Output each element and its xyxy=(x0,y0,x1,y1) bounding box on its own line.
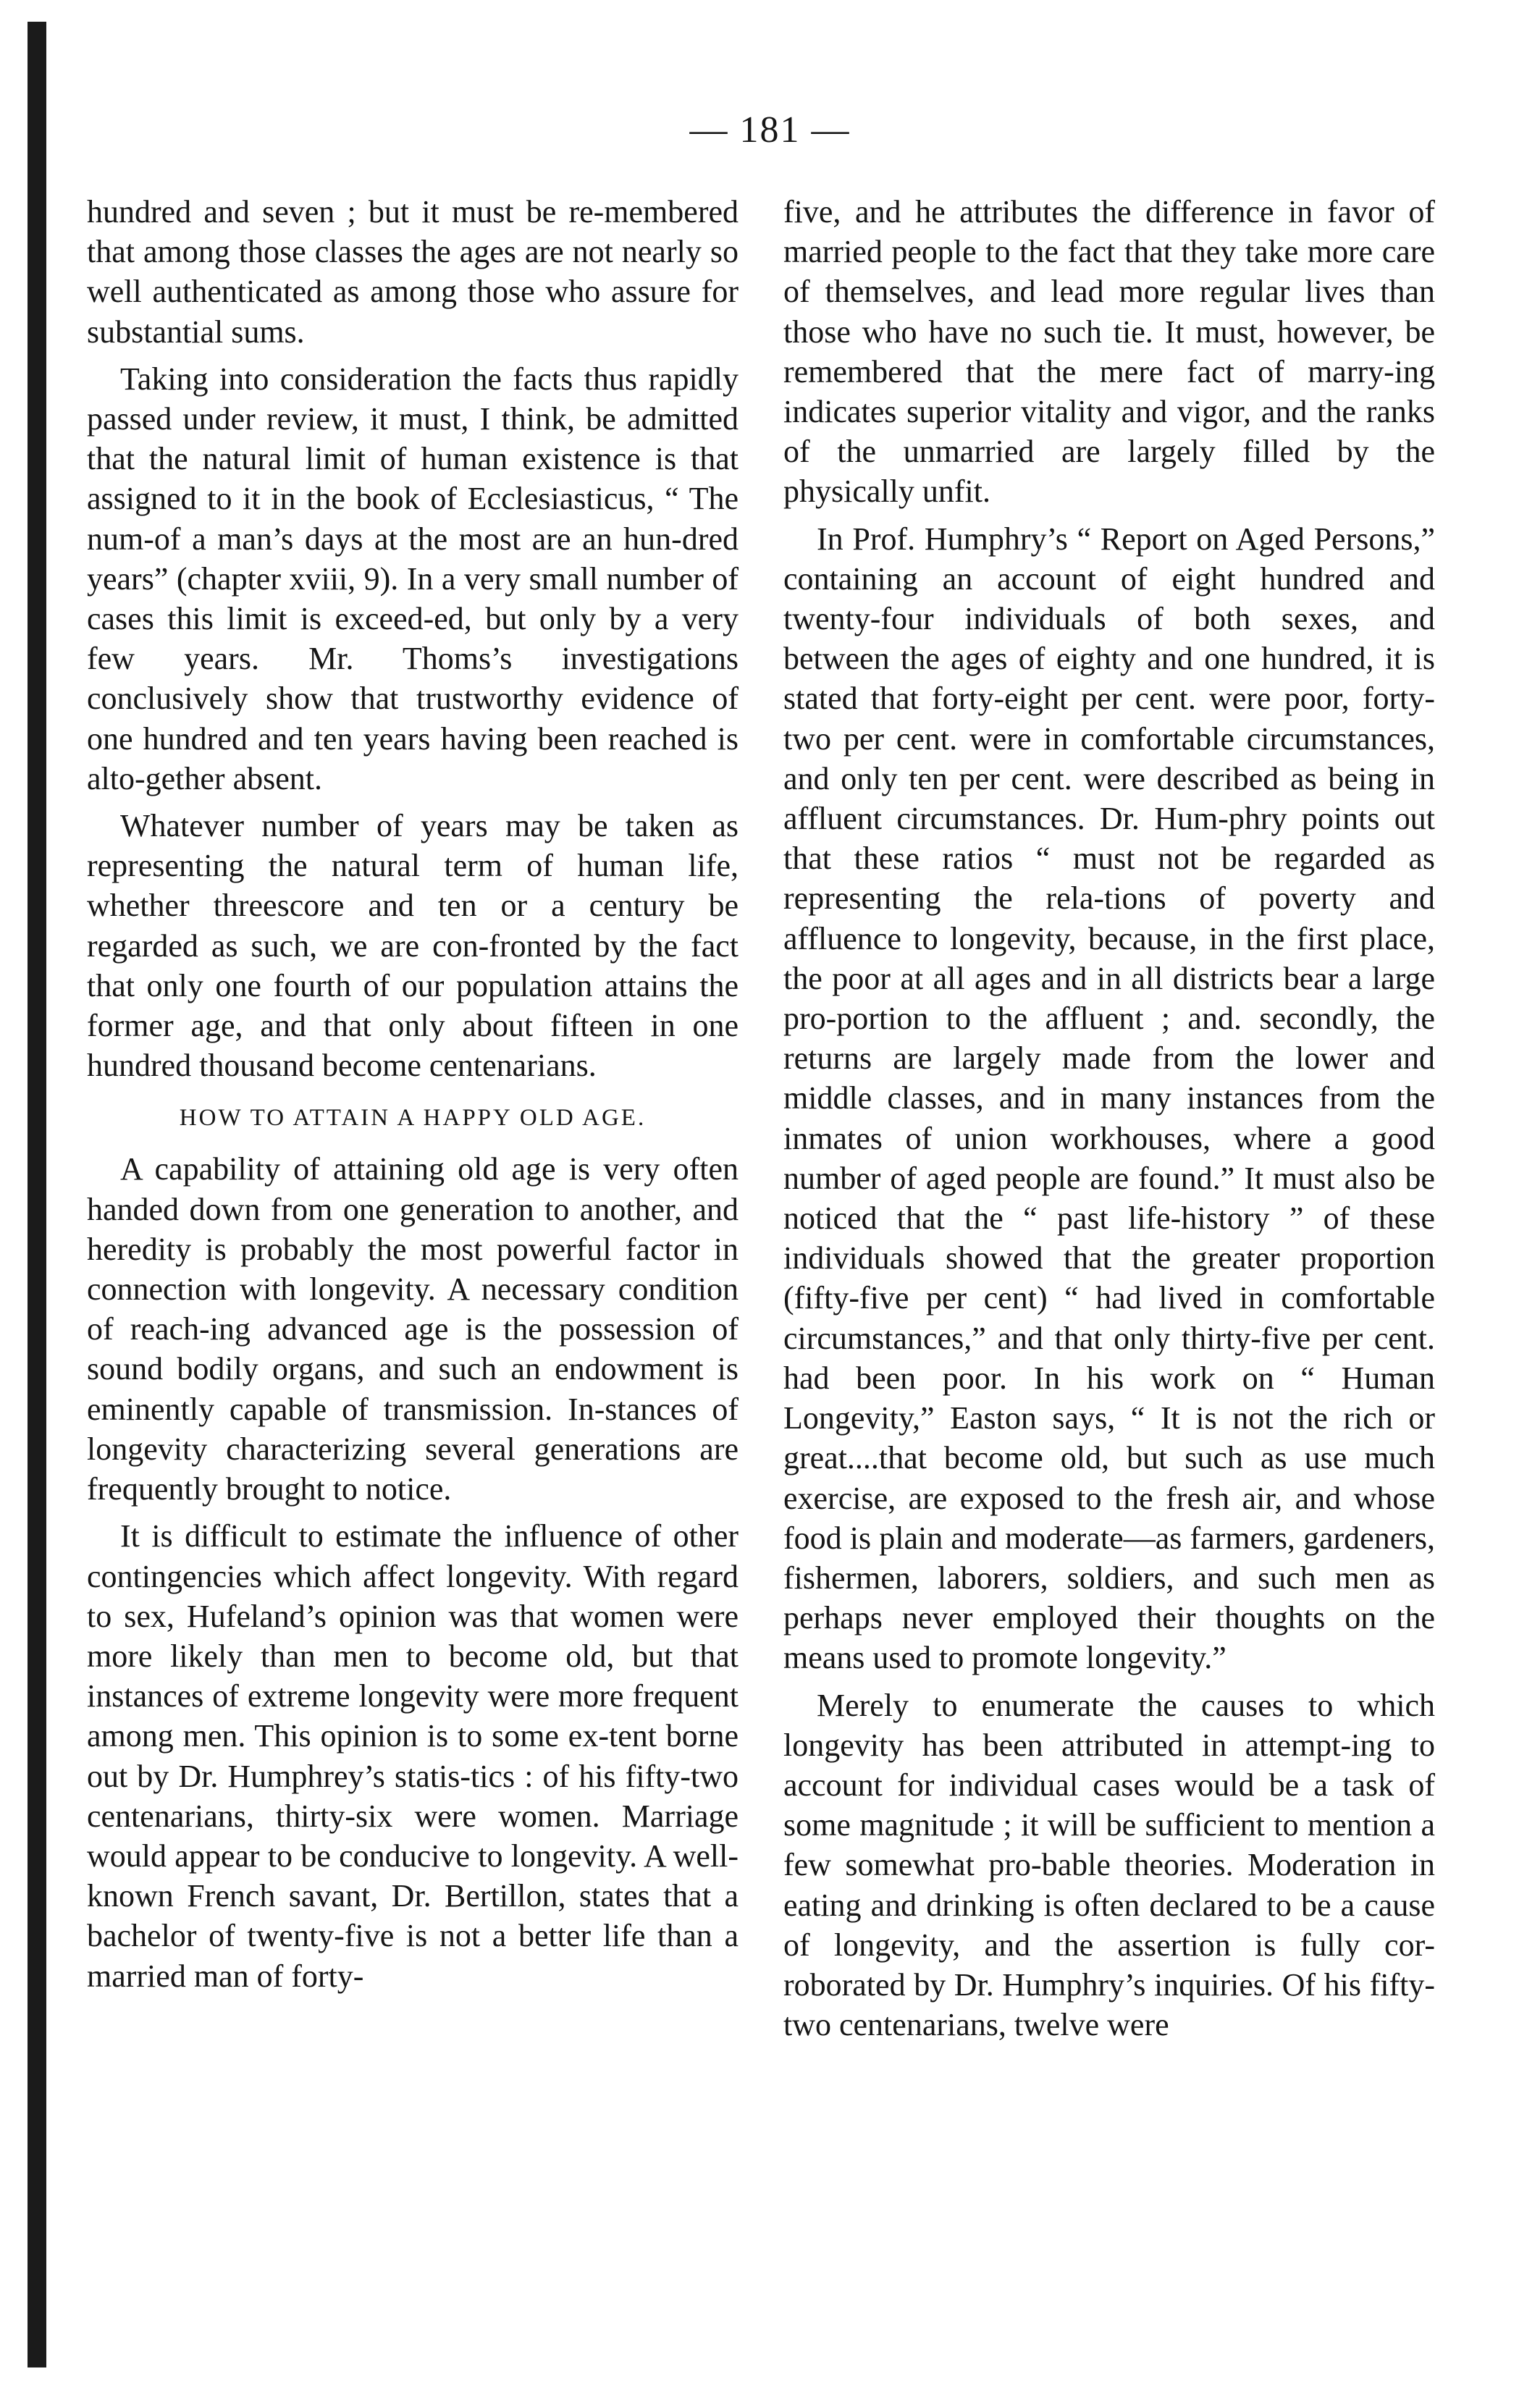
paragraph: It is difficult to estimate the influence of other contingencies which affect longevity. With regard to sex, Hufeland’s opinion was that women were more likely than men to become old, but that instances of extreme longevity were more frequent among men. This opinion is to some ex-tent borne out by Dr. Humphrey’s statis-tics : of his fifty-two centenarians, thirty-six were women. Marriage would appear to be conducive to longevity. A well-known French savant, Dr. Bertillon, states that a bachelor of twenty-five is not a better life than a married man of forty- xyxy=(87,1518,739,1994)
page-number: — 181 — xyxy=(689,109,851,151)
right-column xyxy=(783,192,1435,2052)
paragraph: Whatever number of years may be taken as representing the natural term of human life, whether threescore and ten or a century be regarded as such, we are con-fronted by the fact that only one fourth of our population attains the former age, and that only about fifteen in one hundred thousand become centenarians. xyxy=(87,808,739,1084)
paragraph: five, and he attributes the difference in favor of married people to the fact that they take more care of themselves, and lead more regular lives than those who have no such tie. It must, however, be remembered that the mere fact of marry-ing indicates superior vitality and vigor, and the ranks of the unmarried are largely filled by the physically unfit. xyxy=(783,194,1435,510)
paragraph: Taking into consideration the facts thus rapidly passed under review, it must, I think, be admitted that the natural limit of human existence is that assigned to it in the book of Ecclesiasticus, “ The num-of a man’s days at the most are an hun-dred years” (chapter xviii, 9). In a very small number of cases this limit is exceed-ed, but only by a very few years. Mr. Thoms’s investigations conclusively show that trustworthy evidence of one hundred and ten years having been reached is alto-gether absent. xyxy=(87,361,739,796)
paragraph: In Prof. Humphry’s “ Report on Aged Persons,” containing an account of eight hundred and twenty-four individuals of both sexes, and between the ages of eighty and one hundred, it is stated that forty-eight per cent. were poor, forty-two per cent. were in comfortable circumstances, and only ten per cent. were described as being in affluent circumstances. Dr. Hum-phry points out that these ratios “ must not be regarded as representing the rela-tions of poverty and affluence to longevity, because, in the first place, the poor at all ages and in all districts bear a large pro-portion to the affluent ; and. secondly, the returns are largely made from the lower and middle classes, and in many instances from the inmates of union workhouses, where a good number of aged people are found.” It must also be noticed that the “ past life-history ” of these individuals showed that the greater proportion (fifty-five per cent) “ had lived in comfortable circumstances,” and that only thirty-five per cent. had been poor. In his work on “ Human Longevity,” Easton says, “ It is not the rich or great....that become old, but such as use much exercise, are exposed to the fresh air, and whose food is plain and moderate—as farmers, gardeners, fishermen, laborers, soldiers, and such men as perhaps never employed their thoughts on the means used to promote longevity.” xyxy=(783,521,1435,1676)
paragraph: hundred and seven ; but it must be re-membered that among those classes the ages are not nearly so well authenticated as among those who assure for substantial sums. xyxy=(87,194,739,350)
binding-edge-rule xyxy=(28,22,46,2367)
section-heading: HOW TO ATTAIN A HAPPY OLD AGE. xyxy=(179,1105,647,1132)
paragraph: Merely to enumerate the causes to which longevity has been attributed in attempt-ing to account for individual cases would be a task of some magnitude ; it will be sufficient to mention a few somewhat pro-bable theories. Moderation in eating and drinking is often declared to be a cause of longevity, and the assertion is fully cor-roborated by Dr. Humphry’s inquiries. Of his fifty-two centenarians, twelve were xyxy=(783,1687,1435,2043)
left-column xyxy=(87,192,739,2003)
paragraph: A capability of attaining old age is very often handed down from one generation to another, and heredity is probably the most powerful factor in connection with longevity. A necessary condition of reach-ing advanced age is the possession of sound bodily organs, and such an endowment is eminently capable of transmission. In-stances of longevity characterizing several generations are frequently brought to notice. xyxy=(87,1151,739,1507)
